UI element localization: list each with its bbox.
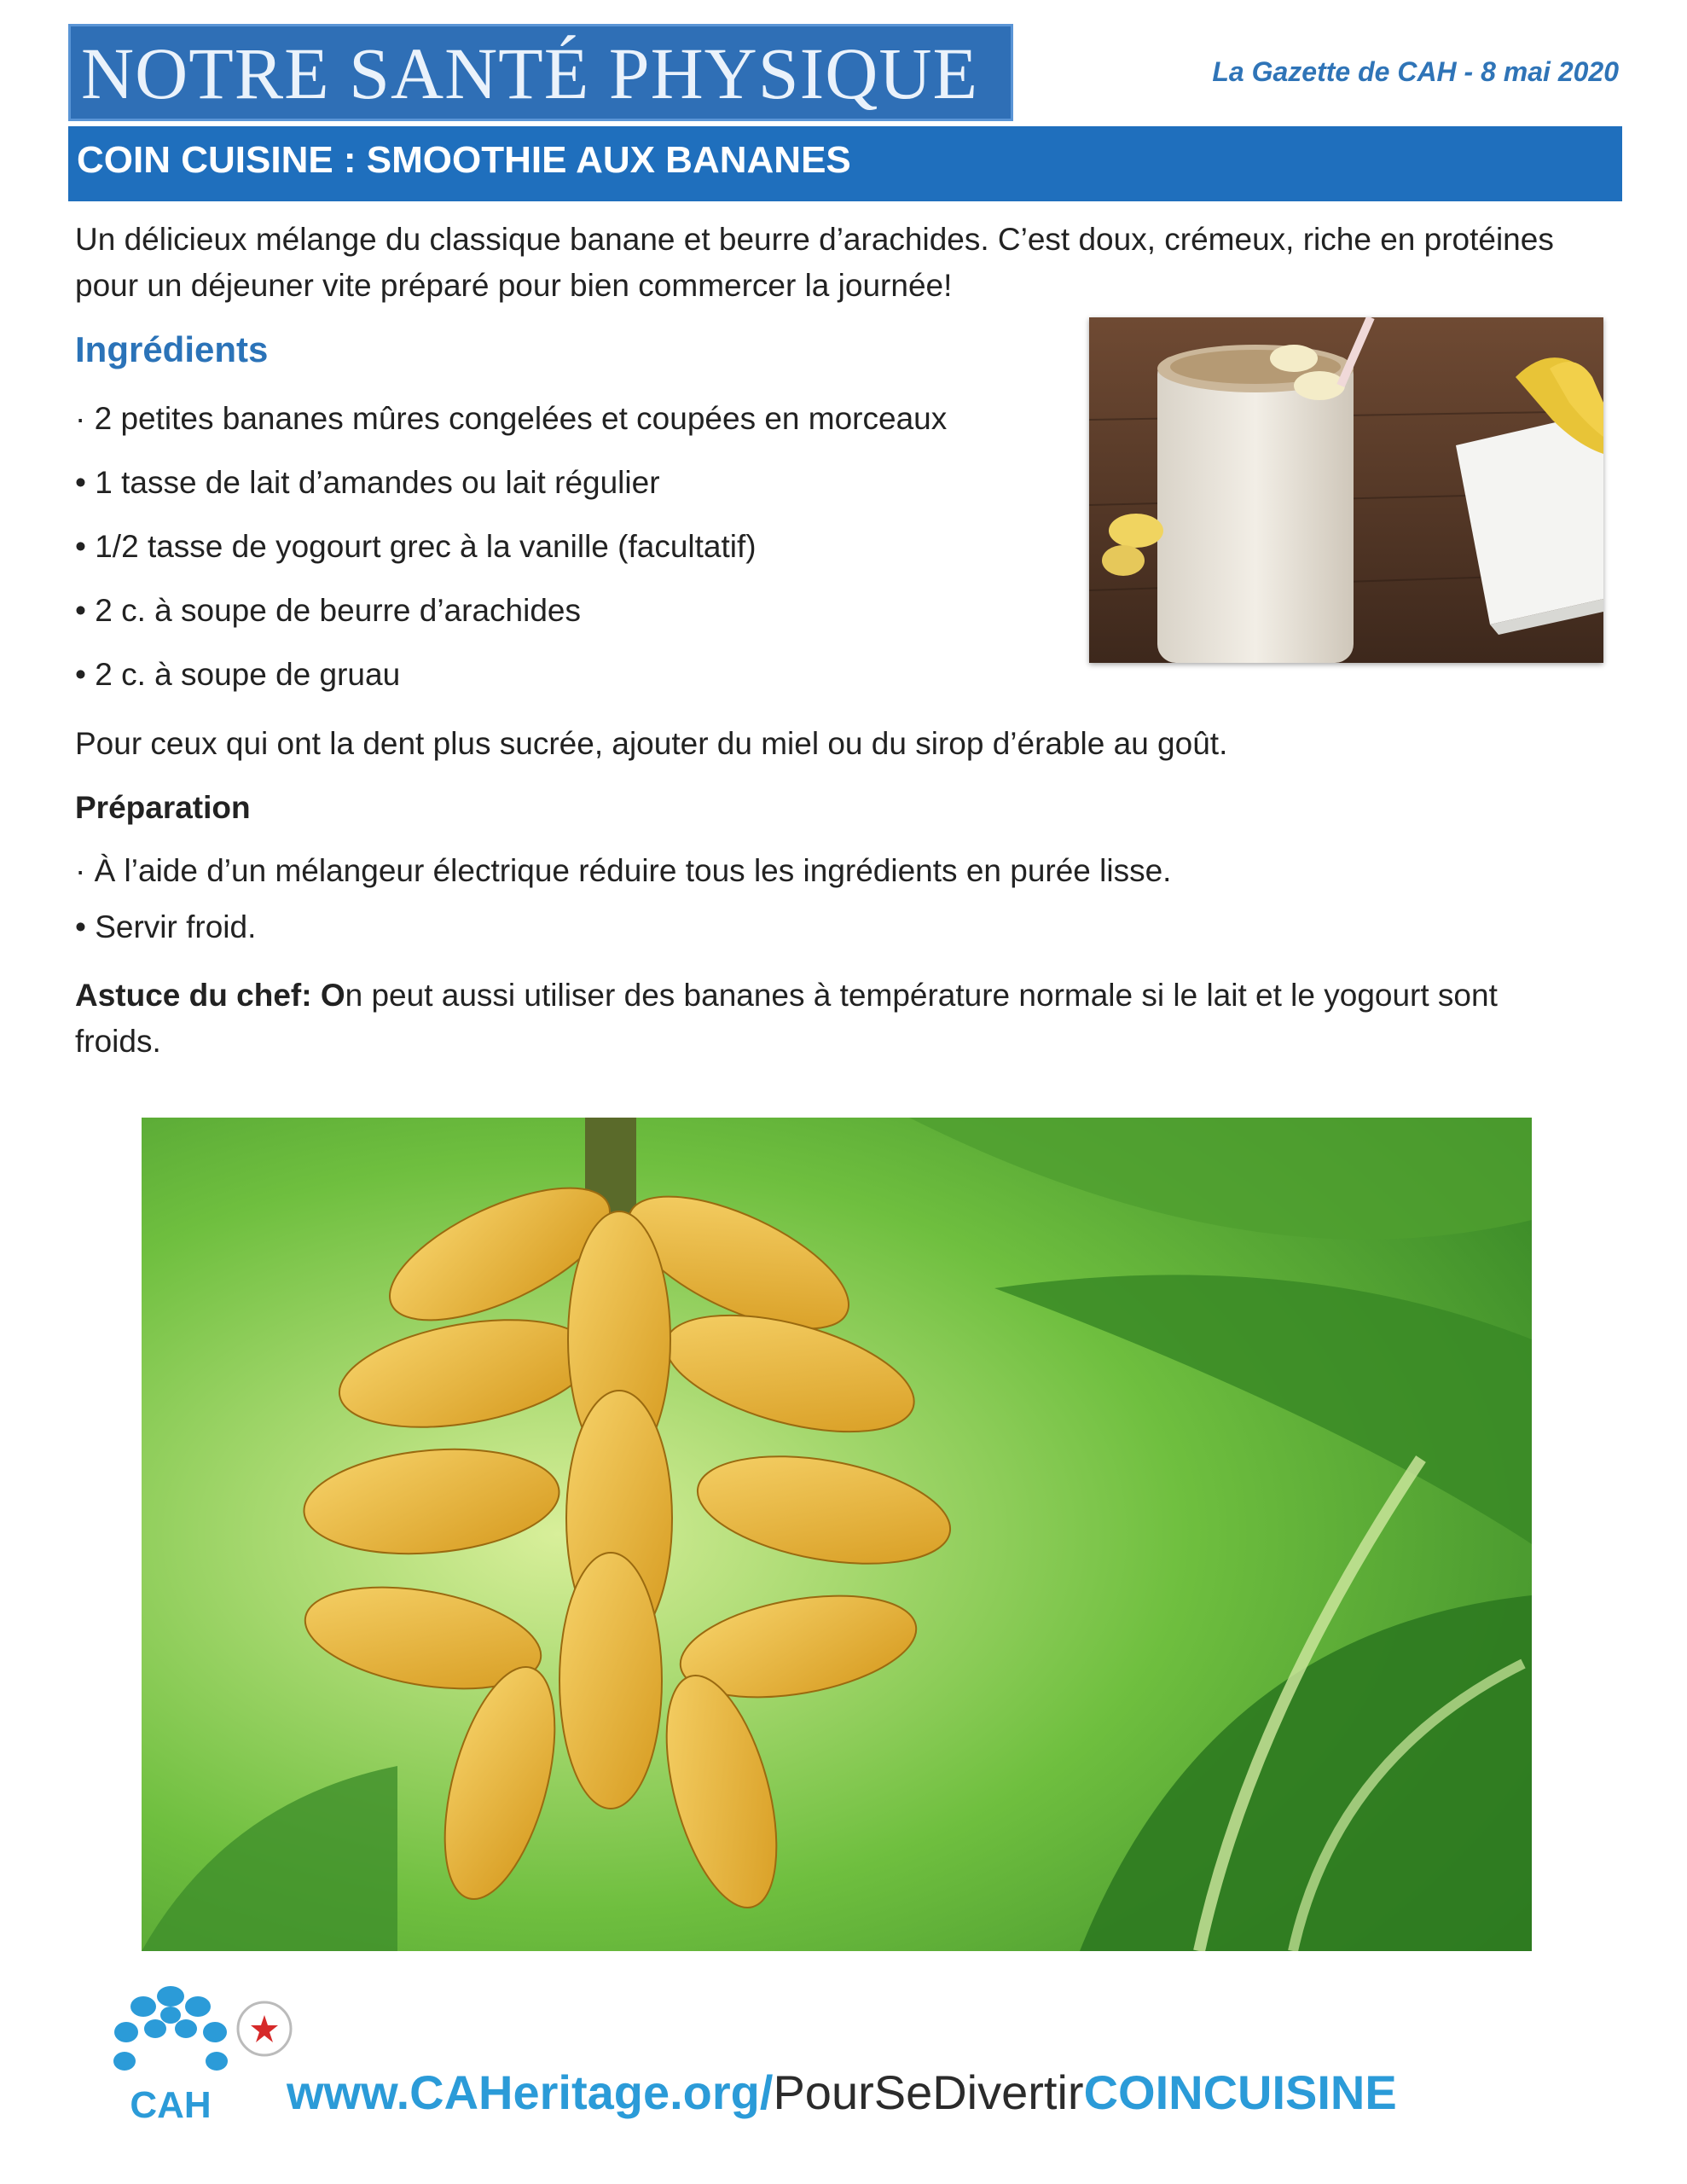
url-path: PourSeDivertir bbox=[773, 2065, 1084, 2119]
ingredients-heading: Ingrédients bbox=[75, 329, 269, 369]
issue-date: La Gazette de CAH - 8 mai 2020 bbox=[1212, 56, 1619, 87]
chef-tip-text: n peut aussi utiliser des bananes à température normale si le lait et le yogourt sont froids. bbox=[75, 978, 1498, 1059]
section-title: COIN CUISINE : SMOOTHIE AUX BANANES bbox=[77, 139, 851, 181]
preparation-heading: Préparation bbox=[75, 790, 251, 825]
masthead-title: NOTRE SANTÉ PHYSIQUE bbox=[81, 32, 978, 114]
chef-tip-label: Astuce du chef: O bbox=[75, 978, 345, 1013]
ingredient-item: • 1 tasse de lait d’amandes ou lait régulier bbox=[75, 465, 660, 500]
ingredient-item: • 2 c. à soupe de beurre d’arachides bbox=[75, 593, 581, 628]
footer-link[interactable] bbox=[287, 2065, 1397, 2120]
logo-text: CAH bbox=[130, 2084, 212, 2126]
url-domain: www.CAHeritage.org/ bbox=[287, 2065, 774, 2119]
banana-bunch-photo bbox=[142, 1118, 1532, 1951]
preparation-step: · À l’aide d’un mélangeur électrique réduire tous les ingrédients en purée lisse. bbox=[75, 853, 1172, 888]
chef-tip bbox=[75, 973, 1525, 1065]
ingredient-note: Pour ceux qui ont la dent plus sucrée, ajouter du miel ou du sirop d’érable au goût. bbox=[75, 726, 1228, 761]
preparation-step: • Servir froid. bbox=[75, 909, 257, 944]
ingredient-item: · 2 petites bananes mûres congelées et coupées en morceaux bbox=[75, 401, 948, 436]
cah-logo bbox=[102, 1981, 239, 2126]
award-badge bbox=[235, 2000, 293, 2058]
url-section: COINCUISINE bbox=[1083, 2065, 1397, 2119]
smoothie-photo bbox=[1089, 317, 1603, 663]
ingredient-item: • 2 c. à soupe de gruau bbox=[75, 657, 401, 692]
intro-paragraph: Un délicieux mélange du classique banane et beurre d’arachides. C’est doux, crémeux, riche en protéines pour un déjeuner vite préparé pour bien commercer la journée! bbox=[75, 222, 1554, 303]
ingredient-item: • 1/2 tasse de yogourt grec à la vanille (facultatif) bbox=[75, 529, 757, 564]
